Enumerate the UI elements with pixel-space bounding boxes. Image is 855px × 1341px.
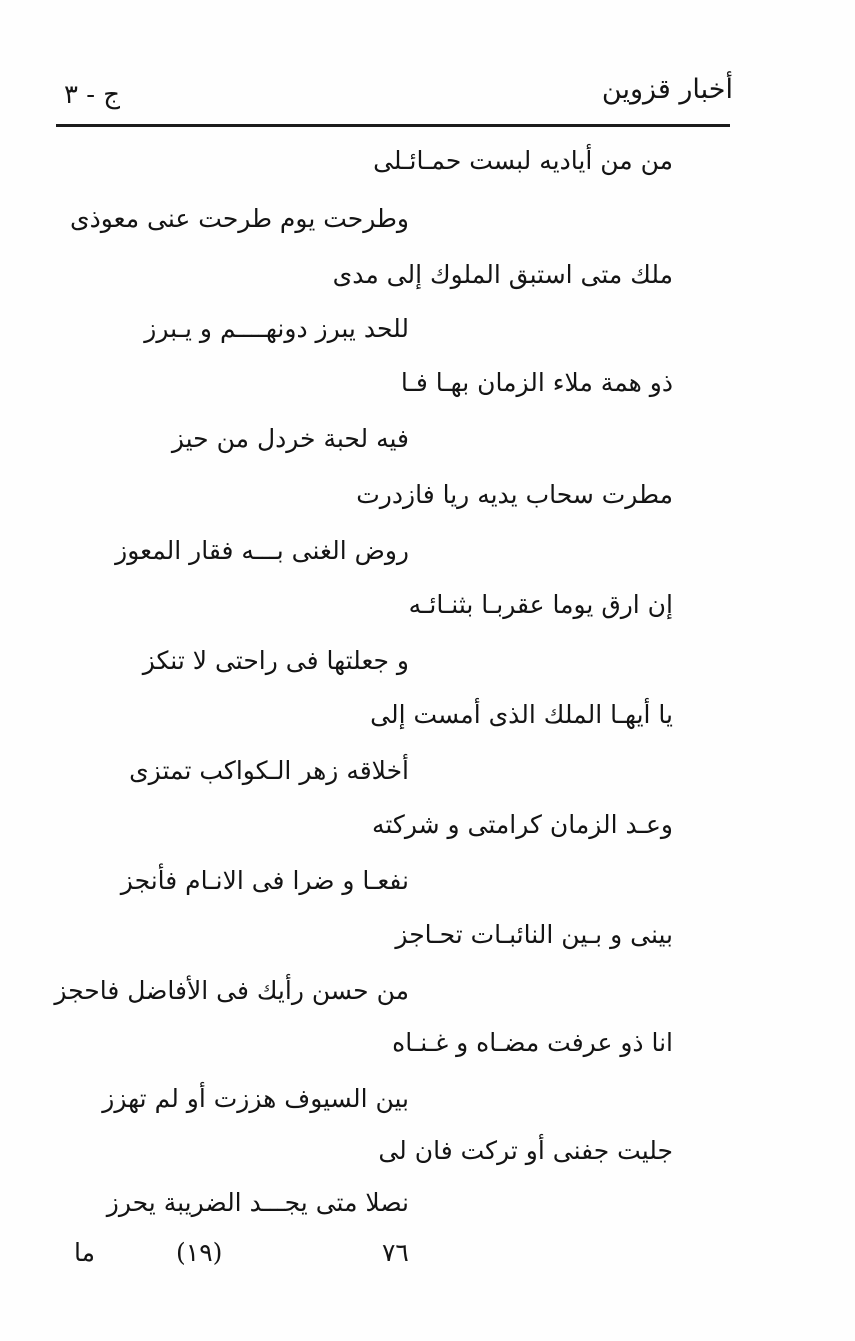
volume-number: ج - ٣ [64,80,121,110]
verse-line: انا ذو عرفت مضـاه و غـنـاه [392,1028,673,1057]
sheet-number: (١٩) [176,1238,223,1267]
verse-line: وطرحت يوم طرحت عنى معوذى [70,204,409,233]
running-title: أخبار قزوين [601,74,733,105]
poem-body [0,130,855,1220]
verse-line: فيه لحبة خردل من حيز [171,424,409,453]
verse-line: أخلاقه زهر الـكواكب تمتزى [129,756,409,785]
signature-mark: ما [74,1238,96,1267]
verse-line: ذو همة ملاء الزمان بهـا فـا [400,368,673,397]
verse-line: و جعلتها فى راحتى لا تنكز [142,646,409,675]
verse-line: من حسن رأيك فى الأفاضل فاحجز [54,976,409,1005]
verse-line: إن ارق يوما عقربـا بثنـائـه [408,590,673,619]
verse-line: روض الغنى بـــه فقار المعوز [115,536,409,565]
verse-line: وعـد الزمان كرامتى و شركته [371,810,673,839]
verse-line: نصلا متى يجـــد الضريبة يحرز [106,1188,409,1217]
verse-line: للحد يبرز دونهــــم و يـبرز [144,314,409,343]
verse-line: يا أيهـا الملك الذى أمست إلى [370,700,673,729]
verse-line: ملك متى استبق الملوك إلى مدى [332,260,673,289]
verse-line: بين السيوف هززت أو لم تهزز [102,1084,409,1113]
verse-line: مطرت سحاب يديه ريا فازدرت [356,480,673,509]
verse-line: من من أياديه لبست حمـائـلى [373,146,673,175]
verse-line: بينى و بـين النائبـات تحـاجز [395,920,673,949]
verse-line: جليت جفنى أو تركت فان لى [378,1136,673,1165]
page-number: ٧٦ [382,1238,409,1267]
verse-line: نفعـا و ضرا فى الانـام فأنجز [120,866,409,895]
header-rule [56,124,730,127]
page-footer [0,1238,855,1278]
